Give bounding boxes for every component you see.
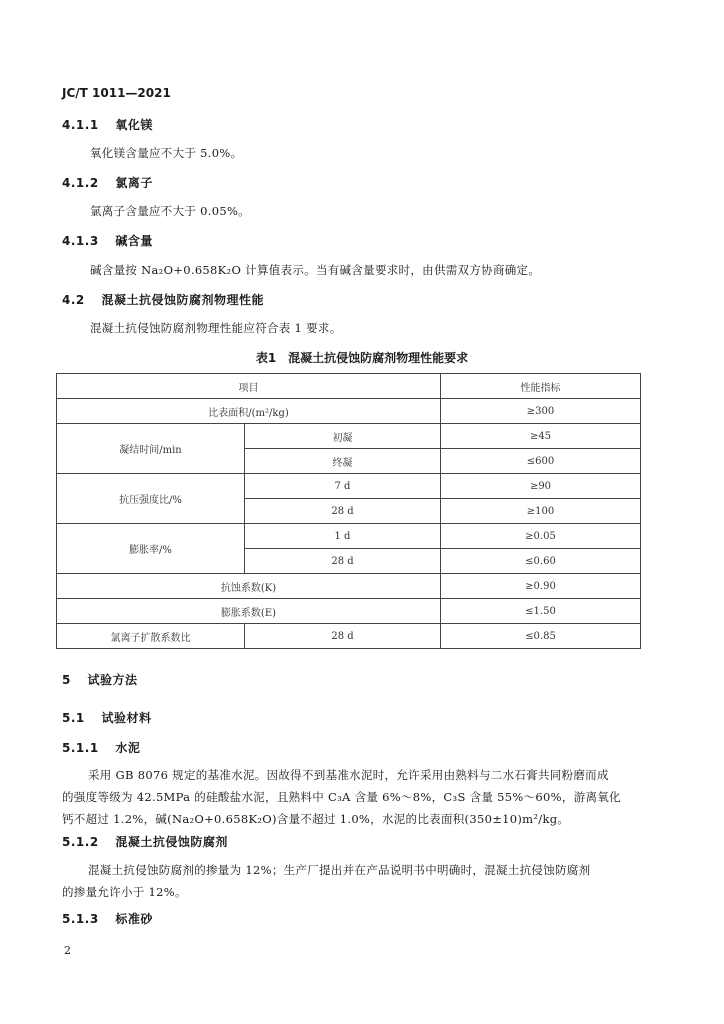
paragraph-physical: 混凝土抗侵蚀防腐剂物理性能应符合表 1 要求。: [90, 321, 342, 335]
row-value: ≥300: [441, 399, 641, 424]
paragraph-line: 采用 GB 8076 规定的基准水泥。因故得不到基准水泥时，允许采用由熟料与二水石膏共同粉磨而成: [88, 768, 609, 782]
row-sub: 28 d: [245, 549, 441, 574]
section-title: 氧化镁: [115, 118, 153, 132]
row-sub: 1 d: [245, 524, 441, 549]
row-value: ≥100: [441, 499, 641, 524]
row-value: ≤0.85: [441, 624, 641, 649]
row-label: 氯离子扩散系数比: [57, 624, 245, 649]
section-number: 5.1.3: [62, 912, 99, 926]
row-value: ≥45: [441, 424, 641, 449]
section-heading: [62, 910, 153, 927]
table-header-row: [57, 374, 641, 399]
paragraph-mgo: 氧化镁含量应不大于 5.0%。: [90, 146, 243, 160]
row-sub: 7 d: [245, 474, 441, 499]
section-title: 试验方法: [87, 673, 138, 687]
section-number: 5.1.1: [62, 741, 99, 755]
section-title: 混凝土抗侵蚀防腐剂: [115, 835, 228, 849]
section-heading: [62, 833, 228, 850]
section-heading: [62, 671, 138, 688]
section-heading: [62, 709, 151, 726]
paragraph-line: 混凝土抗侵蚀防腐剂的掺量为 12%；生产厂提出并在产品说明书中明确时，混凝土抗侵蚀防腐剂: [88, 863, 591, 877]
paragraph-chloride: 氯离子含量应不大于 0.05%。: [90, 204, 250, 218]
section-title: 碱含量: [115, 234, 153, 248]
section-number: 4.1.2: [62, 176, 99, 190]
section-number: 5: [62, 673, 71, 687]
doc-code: JC/T 1011—2021: [62, 86, 171, 100]
row-value: ≥0.90: [441, 574, 641, 599]
section-title: 试验材料: [101, 711, 152, 725]
paragraph-alkali: 碱含量按 Na₂O+0.658K₂O 计算值表示。当有碱含量要求时，由供需双方协商确定。: [90, 263, 541, 277]
paragraph-line: 的掺量允许小于 12%。: [62, 885, 187, 899]
table-row: [57, 424, 641, 449]
row-label: 比表面积/(m²/kg): [57, 399, 441, 424]
paragraph-line: 的强度等级为 42.5MPa 的硅酸盐水泥，且熟料中 C₃A 含量 6%～8%，C₃S 含量 55%～60%，游离氧化: [62, 790, 621, 804]
table-row: [57, 524, 641, 549]
section-heading: [62, 174, 153, 191]
row-sub: 28 d: [245, 624, 441, 649]
paragraph-line: 钙不超过 1.2%，碱(Na₂O+0.658K₂O)含量不超过 1.0%，水泥的比表面积(350±10)m²/kg。: [62, 812, 570, 826]
header-index: 性能指标: [441, 374, 641, 399]
section-title: 标准砂: [115, 912, 153, 926]
section-number: 5.1.2: [62, 835, 99, 849]
header-item: 项目: [57, 374, 441, 399]
section-number: 5.1: [62, 711, 85, 725]
row-sub: 终凝: [245, 449, 441, 474]
section-heading: [62, 116, 153, 133]
row-label: 膨胀系数(E): [57, 599, 441, 624]
row-sub: 初凝: [245, 424, 441, 449]
table-row: [57, 599, 641, 624]
row-value: ≤600: [441, 449, 641, 474]
row-value: ≤1.50: [441, 599, 641, 624]
table-row: [57, 574, 641, 599]
row-label: 膨胀率/%: [57, 524, 245, 574]
table-caption: 表1 混凝土抗侵蚀防腐剂物理性能要求: [255, 351, 469, 365]
section-title: 混凝土抗侵蚀防腐剂物理性能: [101, 293, 264, 307]
section-heading: [62, 291, 264, 308]
section-number: 4.1.1: [62, 118, 99, 132]
row-label: 凝结时间/min: [57, 424, 245, 474]
section-number: 4.1.3: [62, 234, 99, 248]
table-row: [57, 474, 641, 499]
table-row: [57, 624, 641, 649]
section-number: 4.2: [62, 293, 85, 307]
properties-table: [56, 373, 641, 649]
row-label: 抗压强度比/%: [57, 474, 245, 524]
row-label: 抗蚀系数(K): [57, 574, 441, 599]
row-value: ≥0.05: [441, 524, 641, 549]
row-value: ≥90: [441, 474, 641, 499]
page-number: 2: [64, 944, 71, 957]
row-sub: 28 d: [245, 499, 441, 524]
section-title: 氯离子: [115, 176, 153, 190]
section-heading: [62, 232, 153, 249]
section-heading: [62, 739, 140, 756]
section-title: 水泥: [115, 741, 141, 755]
row-value: ≤0.60: [441, 549, 641, 574]
table-row: [57, 399, 641, 424]
